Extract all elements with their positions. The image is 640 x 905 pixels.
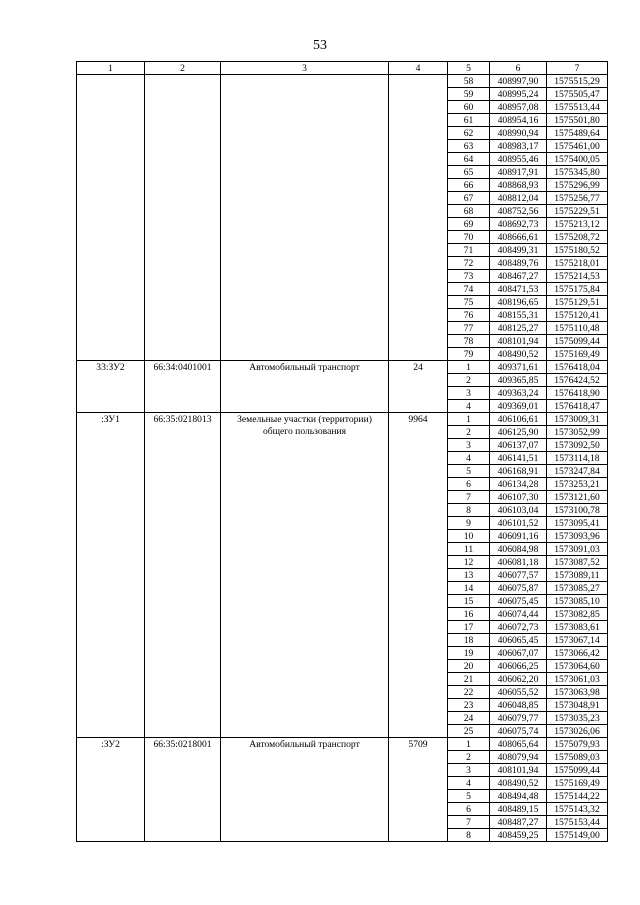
y-coordinate-cell: 1575144,22 xyxy=(547,790,608,803)
point-number-cell: 72 xyxy=(448,257,490,270)
table-row xyxy=(77,361,608,374)
point-number-cell: 65 xyxy=(448,166,490,179)
x-coordinate-cell: 406075,74 xyxy=(490,725,547,738)
header-cell: 4 xyxy=(389,62,448,75)
y-coordinate-cell: 1575296,99 xyxy=(547,179,608,192)
table-row xyxy=(77,413,608,426)
y-coordinate-cell: 1576418,90 xyxy=(547,387,608,400)
header-cell: 1 xyxy=(77,62,145,75)
point-number-cell: 1 xyxy=(448,361,490,374)
y-coordinate-cell: 1575513,44 xyxy=(547,101,608,114)
point-number-cell: 64 xyxy=(448,153,490,166)
x-coordinate-cell: 408983,17 xyxy=(490,140,547,153)
y-coordinate-cell: 1575180,52 xyxy=(547,244,608,257)
x-coordinate-cell: 406141,51 xyxy=(490,452,547,465)
point-number-cell: 77 xyxy=(448,322,490,335)
y-coordinate-cell: 1575153,44 xyxy=(547,816,608,829)
x-coordinate-cell: 408101,94 xyxy=(490,764,547,777)
point-number-cell: 71 xyxy=(448,244,490,257)
parcel-col1-cell xyxy=(77,75,145,361)
y-coordinate-cell: 1575129,51 xyxy=(547,296,608,309)
x-coordinate-cell: 406125,90 xyxy=(490,426,547,439)
point-number-cell: 79 xyxy=(448,348,490,361)
point-number-cell: 61 xyxy=(448,114,490,127)
y-coordinate-cell: 1573083,61 xyxy=(547,621,608,634)
y-coordinate-cell: 1575169,49 xyxy=(547,777,608,790)
y-coordinate-cell: 1573035,23 xyxy=(547,712,608,725)
parcel-col4-cell: 24 xyxy=(389,361,448,413)
x-coordinate-cell: 406106,61 xyxy=(490,413,547,426)
parcel-col3-cell xyxy=(221,75,389,361)
x-coordinate-cell: 408666,61 xyxy=(490,231,547,244)
x-coordinate-cell: 408499,31 xyxy=(490,244,547,257)
point-number-cell: 16 xyxy=(448,608,490,621)
y-coordinate-cell: 1575400,05 xyxy=(547,153,608,166)
x-coordinate-cell: 408494,48 xyxy=(490,790,547,803)
parcel-col1-cell: :ЗУ1 xyxy=(77,413,145,738)
x-coordinate-cell: 406084,98 xyxy=(490,543,547,556)
parcel-col4-cell: 5709 xyxy=(389,738,448,842)
header-row xyxy=(77,62,608,75)
x-coordinate-cell: 406168,91 xyxy=(490,465,547,478)
header-cell: 2 xyxy=(145,62,221,75)
point-number-cell: 24 xyxy=(448,712,490,725)
point-number-cell: 8 xyxy=(448,504,490,517)
point-number-cell: 6 xyxy=(448,478,490,491)
coordinates-table xyxy=(76,61,608,842)
y-coordinate-cell: 1575515,29 xyxy=(547,75,608,88)
point-number-cell: 7 xyxy=(448,491,490,504)
y-coordinate-cell: 1573089,11 xyxy=(547,569,608,582)
x-coordinate-cell: 408079,94 xyxy=(490,751,547,764)
y-coordinate-cell: 1573253,21 xyxy=(547,478,608,491)
x-coordinate-cell: 408917,91 xyxy=(490,166,547,179)
y-coordinate-cell: 1575175,84 xyxy=(547,283,608,296)
point-number-cell: 76 xyxy=(448,309,490,322)
point-number-cell: 2 xyxy=(448,426,490,439)
x-coordinate-cell: 406101,52 xyxy=(490,517,547,530)
y-coordinate-cell: 1573085,10 xyxy=(547,595,608,608)
y-coordinate-cell: 1575345,80 xyxy=(547,166,608,179)
x-coordinate-cell: 408490,52 xyxy=(490,348,547,361)
point-number-cell: 59 xyxy=(448,88,490,101)
x-coordinate-cell: 409371,61 xyxy=(490,361,547,374)
x-coordinate-cell: 408752,56 xyxy=(490,205,547,218)
header-cell: 3 xyxy=(221,62,389,75)
point-number-cell: 5 xyxy=(448,465,490,478)
y-coordinate-cell: 1573082,85 xyxy=(547,608,608,621)
x-coordinate-cell: 406081,18 xyxy=(490,556,547,569)
x-coordinate-cell: 408990,94 xyxy=(490,127,547,140)
point-number-cell: 63 xyxy=(448,140,490,153)
x-coordinate-cell: 406091,16 xyxy=(490,530,547,543)
parcel-col3-cell: Автомобильный транспорт xyxy=(221,361,389,413)
point-number-cell: 4 xyxy=(448,452,490,465)
y-coordinate-cell: 1575213,12 xyxy=(547,218,608,231)
y-coordinate-cell: 1573067,14 xyxy=(547,634,608,647)
x-coordinate-cell: 406074,44 xyxy=(490,608,547,621)
x-coordinate-cell: 408489,15 xyxy=(490,803,547,816)
parcel-col3-cell: Земельные участки (территории) общего пользования xyxy=(221,413,389,738)
point-number-cell: 60 xyxy=(448,101,490,114)
y-coordinate-cell: 1575099,44 xyxy=(547,764,608,777)
x-coordinate-cell: 406079,77 xyxy=(490,712,547,725)
y-coordinate-cell: 1575149,00 xyxy=(547,829,608,842)
x-coordinate-cell: 408692,73 xyxy=(490,218,547,231)
x-coordinate-cell: 408196,65 xyxy=(490,296,547,309)
point-number-cell: 4 xyxy=(448,777,490,790)
y-coordinate-cell: 1575079,93 xyxy=(547,738,608,751)
x-coordinate-cell: 406066,25 xyxy=(490,660,547,673)
y-coordinate-cell: 1575505,47 xyxy=(547,88,608,101)
x-coordinate-cell: 406065,45 xyxy=(490,634,547,647)
y-coordinate-cell: 1575120,41 xyxy=(547,309,608,322)
point-number-cell: 2 xyxy=(448,751,490,764)
point-number-cell: 21 xyxy=(448,673,490,686)
y-coordinate-cell: 1575214,53 xyxy=(547,270,608,283)
y-coordinate-cell: 1575099,44 xyxy=(547,335,608,348)
y-coordinate-cell: 1575169,49 xyxy=(547,348,608,361)
x-coordinate-cell: 406107,30 xyxy=(490,491,547,504)
x-coordinate-cell: 408995,24 xyxy=(490,88,547,101)
point-number-cell: 5 xyxy=(448,790,490,803)
y-coordinate-cell: 1573066,42 xyxy=(547,647,608,660)
y-coordinate-cell: 1573064,60 xyxy=(547,660,608,673)
parcel-col1-cell: :ЗУ2 xyxy=(77,738,145,842)
y-coordinate-cell: 1575208,72 xyxy=(547,231,608,244)
parcel-col2-cell xyxy=(145,75,221,361)
y-coordinate-cell: 1573247,84 xyxy=(547,465,608,478)
x-coordinate-cell: 406075,87 xyxy=(490,582,547,595)
x-coordinate-cell: 406055,52 xyxy=(490,686,547,699)
parcel-col3-cell: Автомобильный транспорт xyxy=(221,738,389,842)
point-number-cell: 3 xyxy=(448,764,490,777)
y-coordinate-cell: 1575110,48 xyxy=(547,322,608,335)
x-coordinate-cell: 408065,64 xyxy=(490,738,547,751)
y-coordinate-cell: 1573063,98 xyxy=(547,686,608,699)
y-coordinate-cell: 1575501,80 xyxy=(547,114,608,127)
y-coordinate-cell: 1575089,03 xyxy=(547,751,608,764)
y-coordinate-cell: 1575218,01 xyxy=(547,257,608,270)
point-number-cell: 10 xyxy=(448,530,490,543)
y-coordinate-cell: 1575229,51 xyxy=(547,205,608,218)
point-number-cell: 2 xyxy=(448,374,490,387)
y-coordinate-cell: 1576424,52 xyxy=(547,374,608,387)
x-coordinate-cell: 409365,85 xyxy=(490,374,547,387)
x-coordinate-cell: 409369,01 xyxy=(490,400,547,413)
point-number-cell: 15 xyxy=(448,595,490,608)
x-coordinate-cell: 406067,07 xyxy=(490,647,547,660)
page-number: 53 xyxy=(313,38,327,53)
point-number-cell: 69 xyxy=(448,218,490,231)
point-number-cell: 67 xyxy=(448,192,490,205)
y-coordinate-cell: 1573091,03 xyxy=(547,543,608,556)
point-number-cell: 78 xyxy=(448,335,490,348)
table-row xyxy=(77,738,608,751)
point-number-cell: 25 xyxy=(448,725,490,738)
point-number-cell: 74 xyxy=(448,283,490,296)
x-coordinate-cell: 406072,73 xyxy=(490,621,547,634)
y-coordinate-cell: 1575461,00 xyxy=(547,140,608,153)
point-number-cell: 3 xyxy=(448,439,490,452)
x-coordinate-cell: 408467,27 xyxy=(490,270,547,283)
parcel-col2-cell: 66:35:0218001 xyxy=(145,738,221,842)
x-coordinate-cell: 408957,08 xyxy=(490,101,547,114)
x-coordinate-cell: 406137,07 xyxy=(490,439,547,452)
y-coordinate-cell: 1573048,91 xyxy=(547,699,608,712)
point-number-cell: 3 xyxy=(448,387,490,400)
y-coordinate-cell: 1573087,52 xyxy=(547,556,608,569)
point-number-cell: 9 xyxy=(448,517,490,530)
y-coordinate-cell: 1575143,32 xyxy=(547,803,608,816)
point-number-cell: 17 xyxy=(448,621,490,634)
x-coordinate-cell: 408955,46 xyxy=(490,153,547,166)
point-number-cell: 7 xyxy=(448,816,490,829)
point-number-cell: 18 xyxy=(448,634,490,647)
x-coordinate-cell: 408868,93 xyxy=(490,179,547,192)
x-coordinate-cell: 408155,31 xyxy=(490,309,547,322)
point-number-cell: 62 xyxy=(448,127,490,140)
y-coordinate-cell: 1573061,03 xyxy=(547,673,608,686)
header-cell: 7 xyxy=(547,62,608,75)
x-coordinate-cell: 406062,20 xyxy=(490,673,547,686)
point-number-cell: 68 xyxy=(448,205,490,218)
x-coordinate-cell: 408459,25 xyxy=(490,829,547,842)
x-coordinate-cell: 408489,76 xyxy=(490,257,547,270)
y-coordinate-cell: 1573085,27 xyxy=(547,582,608,595)
y-coordinate-cell: 1573121,60 xyxy=(547,491,608,504)
y-coordinate-cell: 1575489,64 xyxy=(547,127,608,140)
y-coordinate-cell: 1575256,77 xyxy=(547,192,608,205)
point-number-cell: 11 xyxy=(448,543,490,556)
x-coordinate-cell: 408125,27 xyxy=(490,322,547,335)
point-number-cell: 14 xyxy=(448,582,490,595)
point-number-cell: 23 xyxy=(448,699,490,712)
parcel-col4-cell: 9964 xyxy=(389,413,448,738)
point-number-cell: 12 xyxy=(448,556,490,569)
x-coordinate-cell: 408101,94 xyxy=(490,335,547,348)
x-coordinate-cell: 408487,27 xyxy=(490,816,547,829)
point-number-cell: 66 xyxy=(448,179,490,192)
x-coordinate-cell: 408490,52 xyxy=(490,777,547,790)
x-coordinate-cell: 406075,45 xyxy=(490,595,547,608)
y-coordinate-cell: 1576418,47 xyxy=(547,400,608,413)
x-coordinate-cell: 409363,24 xyxy=(490,387,547,400)
x-coordinate-cell: 408471,53 xyxy=(490,283,547,296)
point-number-cell: 8 xyxy=(448,829,490,842)
point-number-cell: 73 xyxy=(448,270,490,283)
y-coordinate-cell: 1573114,18 xyxy=(547,452,608,465)
header-cell: 6 xyxy=(490,62,547,75)
x-coordinate-cell: 406048,85 xyxy=(490,699,547,712)
parcel-col2-cell: 66:34:0401001 xyxy=(145,361,221,413)
y-coordinate-cell: 1573095,41 xyxy=(547,517,608,530)
parcel-col4-cell xyxy=(389,75,448,361)
point-number-cell: 20 xyxy=(448,660,490,673)
y-coordinate-cell: 1573100,78 xyxy=(547,504,608,517)
table-row xyxy=(77,75,608,88)
point-number-cell: 70 xyxy=(448,231,490,244)
x-coordinate-cell: 408954,16 xyxy=(490,114,547,127)
x-coordinate-cell: 406103,04 xyxy=(490,504,547,517)
point-number-cell: 13 xyxy=(448,569,490,582)
parcel-col2-cell: 66:35:0218013 xyxy=(145,413,221,738)
x-coordinate-cell: 408997,90 xyxy=(490,75,547,88)
y-coordinate-cell: 1573093,96 xyxy=(547,530,608,543)
point-number-cell: 22 xyxy=(448,686,490,699)
y-coordinate-cell: 1573009,31 xyxy=(547,413,608,426)
point-number-cell: 1 xyxy=(448,738,490,751)
point-number-cell: 4 xyxy=(448,400,490,413)
x-coordinate-cell: 406077,57 xyxy=(490,569,547,582)
y-coordinate-cell: 1576418,04 xyxy=(547,361,608,374)
y-coordinate-cell: 1573026,06 xyxy=(547,725,608,738)
x-coordinate-cell: 408812,04 xyxy=(490,192,547,205)
x-coordinate-cell: 406134,28 xyxy=(490,478,547,491)
point-number-cell: 19 xyxy=(448,647,490,660)
header-cell: 5 xyxy=(448,62,490,75)
point-number-cell: 75 xyxy=(448,296,490,309)
point-number-cell: 1 xyxy=(448,413,490,426)
point-number-cell: 58 xyxy=(448,75,490,88)
point-number-cell: 6 xyxy=(448,803,490,816)
y-coordinate-cell: 1573092,50 xyxy=(547,439,608,452)
parcel-col1-cell: 33:ЗУ2 xyxy=(77,361,145,413)
y-coordinate-cell: 1573052,99 xyxy=(547,426,608,439)
